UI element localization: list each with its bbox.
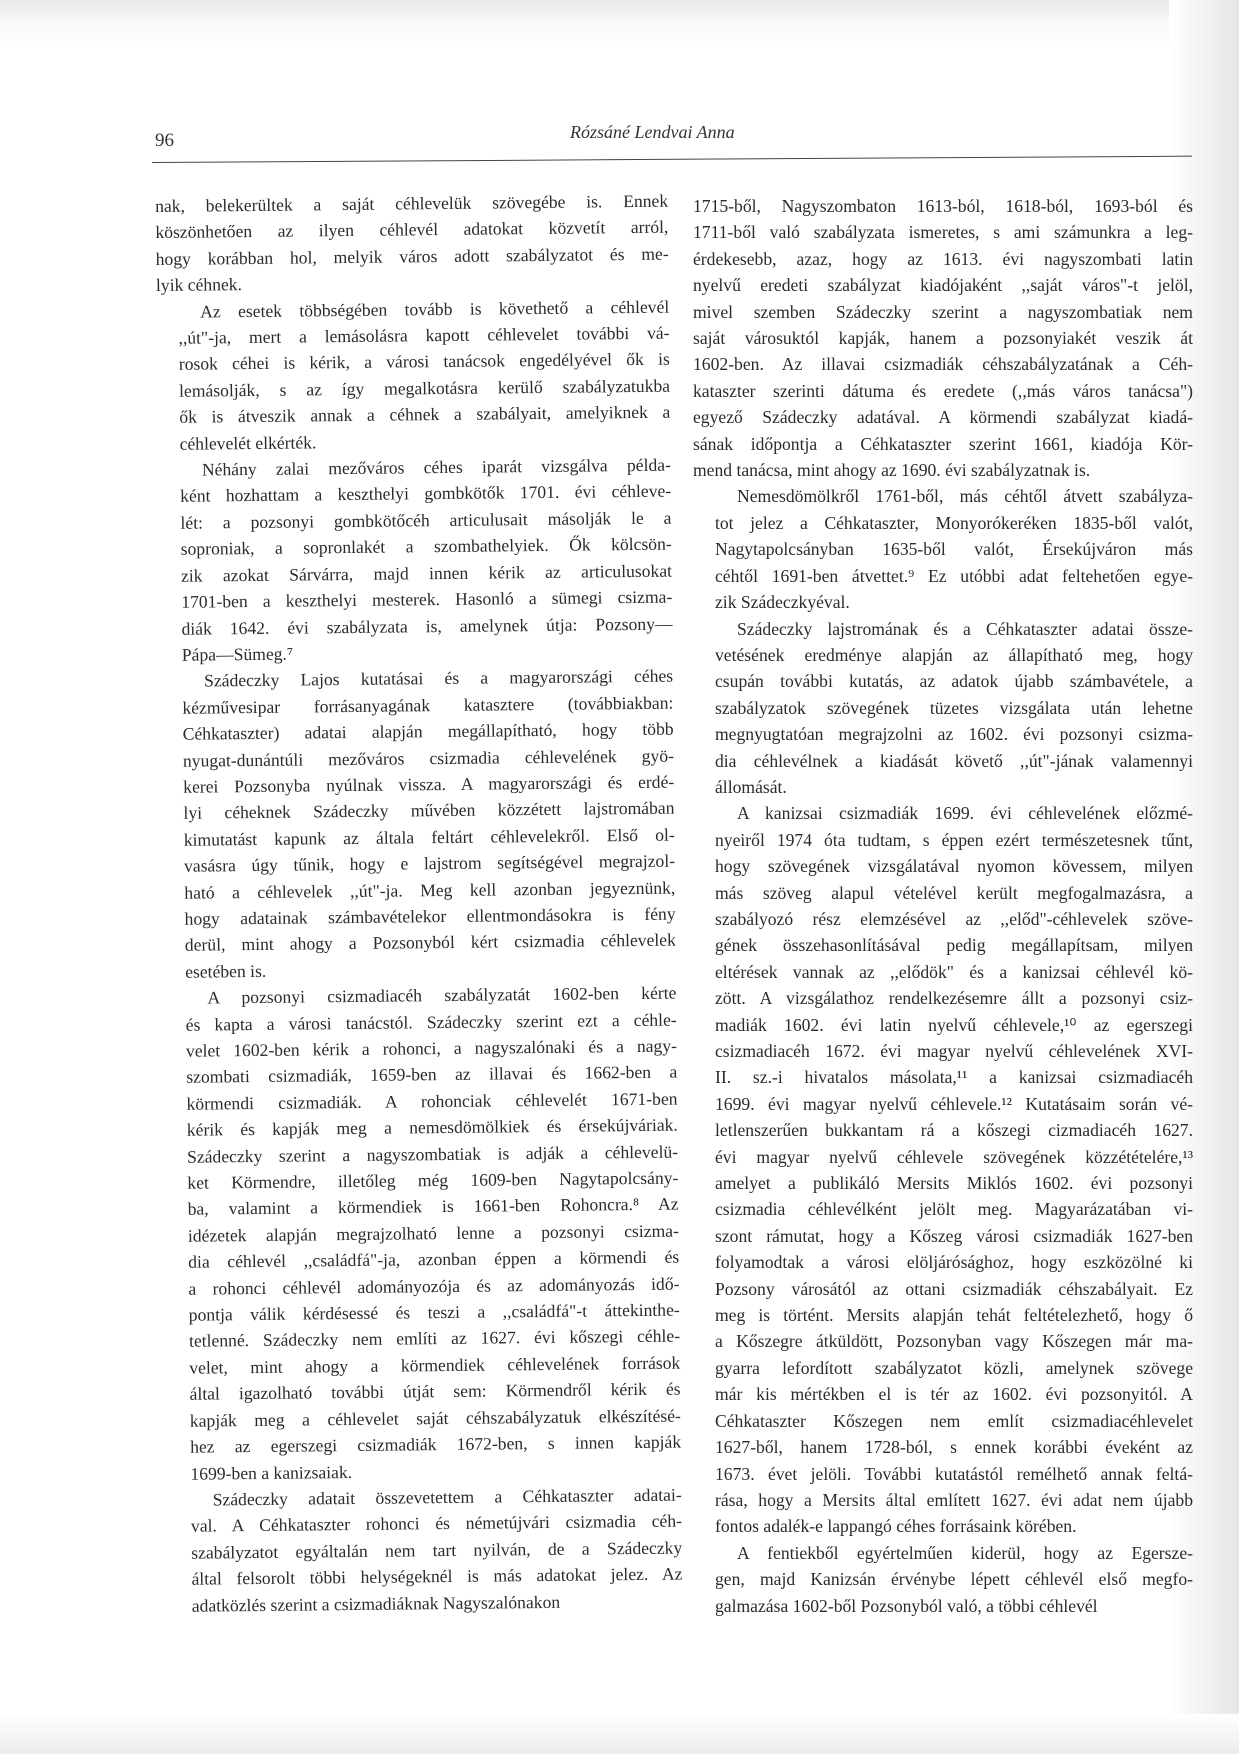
text-line: Szádeczky szerint a nagyszombatiak is adják a céhlevelü-	[186, 1141, 679, 1167]
scan-edge-top	[0, 0, 1239, 48]
text-line: Nemesdömölkről 1761-ből, más céhtől átvett szabályza-	[737, 486, 1193, 507]
text-line: céhtől 1691-ben átvettet.⁹ Ez utóbbi adat feltehetően egye-	[715, 565, 1193, 586]
text-line: állomását.	[715, 776, 787, 797]
text-line: a rohonci céhlevél adományozója és az adományozás idő-	[188, 1273, 680, 1299]
running-head-author: Rózsáné Lendvai Anna	[570, 122, 735, 142]
text-line: egyező Szádeczky adatával. A körmendi szabályzat kiadá-	[693, 407, 1193, 428]
left-column	[155, 188, 683, 1619]
paragraph	[693, 616, 1193, 801]
text-line: ba, valamint a körmendiek is 1661-ben Rohoncra.⁸ Az	[187, 1194, 679, 1220]
text-line: nyugat-dunántúli mezőváros csizmadia céhlevelének gyö-	[182, 745, 675, 771]
paragraph	[169, 1481, 683, 1618]
text-line: tetlenné. Szádeczky nem említi az 1627. évi kőszegi céhle-	[188, 1326, 681, 1352]
text-line: érdekesebb, azaz, hogy az 1613. évi nagyszombati latin	[693, 248, 1193, 269]
page-header	[155, 118, 1195, 158]
text-line: letlenszerűen bukkantam rá a kőszegi cizmadiacéh 1627.	[715, 1120, 1193, 1141]
text-line: esetében is.	[185, 960, 267, 982]
text-line: hogy korábban hol, melyik város adott szabályzatot és me-	[155, 243, 669, 269]
text-line: adatközlés szerint a csizmadiáknak Nagyszalónakon	[191, 1591, 561, 1616]
text-line: kérik és kapják meg a nemesdömölkiek és érsekújváriak.	[186, 1114, 678, 1140]
text-line: zik azokat Sárvárra, majd innen kérik az articulusokat	[180, 560, 673, 586]
text-line: soproniak, a sopronlakét a szombathelyiek. Ők kölcsön-	[180, 533, 672, 560]
text-line: kapják meg a céhlevelet saját céhszabályzatuk elkészítésé-	[189, 1405, 681, 1431]
text-line: A fentiekből egyértelműen kiderül, hogy az Egersze-	[737, 1542, 1193, 1563]
text-line: zik Szádeczkyéval.	[715, 592, 850, 613]
text-line: szombati csizmadiák, 1659-ben az illavai és 1662-ben a	[186, 1061, 678, 1088]
text-line: hogy szövegének vizsgálatával nyomon kövessem, milyen	[715, 856, 1193, 877]
text-line: 1602-ben. Az illavai csizmadiák céhszabályzatának a Céh-	[693, 354, 1193, 375]
text-line: 1699. évi magyar nyelvű céhlevele.¹² Kutatásaim során vé-	[715, 1093, 1193, 1114]
text-line: kézművesipar forrásanyagának katasztere (továbbiakban:	[182, 692, 674, 718]
text-line: megnyugtatóan megrajzolni az 1602. évi pozsonyi csizma-	[715, 724, 1193, 745]
text-line: derül, mint ahogy a Pozsonyból kért csizmadia céhlevelek	[184, 929, 676, 956]
text-line: zött. A vizsgálathoz rendelkezésemre állt a pozsonyi csiz-	[715, 988, 1193, 1009]
text-line: 1673. évet jelöli. További kutatástól remélhető annak feltá-	[715, 1463, 1193, 1484]
scan-edge-bottom	[0, 1714, 1239, 1754]
text-line: sának időpontja a Céhkataszter szerint 1661, kiadója Kör-	[693, 433, 1193, 454]
text-line: már kis mértékben el is tér az 1602. évi pozsonyitól. A	[715, 1384, 1193, 1405]
text-line: 1699-ben a kanizsaiak.	[190, 1461, 353, 1484]
text-line: csizmadia céhlevélként jelölt meg. Magyarázatában vi-	[715, 1199, 1193, 1220]
text-line: vetésének eredménye alapján az állapítható meg, hogy	[715, 644, 1193, 665]
text-line: ként hozhattam a keszthelyi gombkötők 1701. évi céhleve-	[180, 481, 672, 507]
paragraph	[693, 800, 1193, 1539]
text-line: rosok céhei is kérik, a városi tanácsok engedélyével ők is	[178, 349, 670, 375]
text-line: meg is történt. Mersits alapján tehát feltételezhető, hogy ő	[715, 1305, 1193, 1326]
text-line: mivel szemben Szádeczky szerint a nagyszombatiak nem	[693, 301, 1193, 322]
text-line: évi magyar nyelvű céhlevele szövegének közzétételére,¹³	[715, 1146, 1193, 1167]
text-line: Nagytapolcsányban 1635-ből valót, Érsekújváron más	[715, 539, 1193, 560]
paragraph	[160, 663, 676, 985]
paragraph	[693, 193, 1193, 483]
text-line: diák 1642. évi szabályzata is, amelynek útja: Pozsony—	[181, 613, 673, 639]
text-line: val. A Céhkataszter rohonci és németújvári csizmadia céh-	[190, 1510, 683, 1537]
text-line: körmendi csizmadiák. A rohonciak céhlevelét 1671-ben	[186, 1088, 678, 1114]
paragraph	[693, 1540, 1193, 1619]
text-line: tot jelez a Céhkataszter, Monyorókeréken 1835-ből valót,	[715, 512, 1193, 533]
paragraph	[156, 293, 671, 457]
text-line: Szádeczky adatait összevetettem a Céhkataszter adatai-	[212, 1484, 682, 1510]
text-line: nyeiről 1974 óta tudtam, s éppen ezért természetesnek tűnt,	[715, 829, 1193, 850]
text-line: hez az egerszegi csizmadiák 1672-ben, s innen kapják	[190, 1431, 682, 1457]
text-line: csizmadiacéh 1672. évi magyar nyelvű céhlevelének XVI-	[715, 1041, 1193, 1061]
text-line: ők is átveszik annak a céhnek a szabályait, amelyiknek a	[179, 401, 671, 428]
text-line: lemásolják, s az így megalkotásra kerülő szabályzatukba	[178, 375, 671, 401]
text-line: Pozsony városától az ottani csizmadiák céhszabályait. Ez	[715, 1278, 1193, 1299]
text-line: gen, majd Kanizsán érvénybe lépett céhlevél első megfo-	[715, 1569, 1193, 1590]
text-line: szont rámutat, hogy a Kőszeg városi csizmadiák 1627-ben	[715, 1225, 1193, 1246]
page-number: 96	[155, 130, 174, 151]
text-line: csupán további kutatás, az adatok újabb számbavétele, a	[715, 671, 1193, 692]
text-line: amelyet a publikáló Mersits Miklós 1602. évi pozsonyi	[715, 1173, 1193, 1194]
text-line: és kapta a városi tanácstól. Szádeczky szerint ezt a céhle-	[185, 1009, 677, 1035]
text-line: Céhkataszter Kőszegen nem említ csizmadiacéhlevelet	[715, 1410, 1193, 1431]
text-line: Szádeczky lajstromának és a Céhkataszter adatai össze-	[737, 618, 1193, 639]
text-line: más szöveg alapul vételével került megfogalmazásra, a	[715, 882, 1193, 903]
text-line: szabályozó rész elemzésével az ,,előd"-céhlevelek szöve-	[715, 908, 1193, 929]
text-line: velet 1602-ben kérik a rohonci, a nagyszalónaki és a nagy-	[185, 1035, 678, 1061]
text-line: ket Körmendre, illetőleg még 1609-ben Nagytapolcsány-	[187, 1167, 679, 1193]
text-line: gének összehasonlításával pedig megállapítsam, milyen	[715, 935, 1193, 956]
text-line: gyarra lefordított szabályzatot közli, amelynek szövege	[715, 1357, 1193, 1378]
text-line: Pápa—Sümeg.⁷	[181, 643, 294, 665]
text-line: Néhány zalai mezőváros céhes iparát vizsgálva példa-	[201, 454, 671, 480]
text-line: kataszter szerinti dátuma és eredete (,,más város tanácsa")	[693, 380, 1193, 401]
text-line: nak, belekerültek a saját céhlevelük szövegébe is. Ennek	[155, 190, 669, 216]
text-line: dia céhlevél ,,családfá"-ja, azonban éppen a körmendi és	[188, 1246, 680, 1272]
text-line: céhlevelét elkérték.	[179, 431, 317, 454]
text-line: dia céhlevélnek a kiadását követő ,,út"-jának valamennyi	[715, 750, 1193, 771]
text-line: lyi céheknek Szádeczky művében közzétett lajstromában	[183, 797, 675, 824]
text-line: ható a céhlevelek ,,út"-ja. Meg kell azonban jegyeznünk,	[184, 877, 676, 903]
text-line: Céhkataszter) adatai alapján megállapítható, hogy több	[182, 718, 674, 744]
text-line: II. sz.-i hivatalos másolata,¹¹ a kanizsai csizmadiacéh	[715, 1067, 1193, 1088]
text-line: saját városuktól kapják, hanem a pozsonyiakét veszik át	[693, 328, 1193, 349]
paragraph	[155, 188, 669, 299]
text-line: Szádeczky Lajos kutatásai és a magyarországi céhes	[204, 665, 674, 691]
text-line: velet, mint ahogy a körmendiek céhlevelének források	[189, 1352, 681, 1378]
paragraph	[163, 980, 681, 1487]
text-line: vasásra úgy tűnik, hogy e lajstrom segítségével megrajzol-	[183, 850, 676, 876]
text-line: fontos adalék-e lappangó céhes forrásaink körében.	[715, 1516, 1077, 1537]
text-line: a Kőszegre átküldött, Pozsonyban vagy Kőszegen már ma-	[715, 1331, 1193, 1352]
text-line: hogy adatainak számbavételekor ellentmondásokra is fény	[184, 903, 676, 929]
paragraph	[693, 483, 1193, 615]
text-line: 1701-ben a keszthelyi mesterek. Hasonló a sümegi csizma-	[181, 586, 673, 612]
text-line: eltérések vannak az ,,elődök" és a kanizsai céhlevél kö-	[715, 961, 1193, 982]
text-line: szabályzatot egyáltalán nem tart nyilván, de a Szádeczky	[191, 1537, 683, 1563]
text-line: folyamodtak a városi elöljárósághoz, hogy eszközölné ki	[715, 1252, 1193, 1273]
text-line: pontja válik kérdésessé és teszi a ,,családfá"-t áttekinthe-	[188, 1299, 680, 1325]
text-line: szabályzatok szövegének tüzetes vizsgálata után lehetne	[715, 697, 1193, 718]
text-line: madiák 1602. évi latin nyelvű céhlevele,¹⁰ az egerszegi	[715, 1014, 1193, 1035]
text-line: nyelvű eredeti szabályzat kiadójaként ,,saját város"-t jelöl,	[693, 275, 1193, 296]
text-line: mend tanácsa, mint ahogy az 1690. évi szabályzatnak is.	[693, 460, 1091, 481]
text-line: lét: a pozsonyi gombkötőcéh articulusait másolják le a	[180, 507, 672, 533]
text-line: idézetek alapján megrajzolható lenne a pozsonyi csizma-	[187, 1220, 679, 1246]
text-line: kerei Pozsonyba nyúlnak vissza. A magyarországi és erdé-	[183, 771, 675, 797]
text-line: ,,út"-ja, mert a lemásolásra kapott céhlevelet további vá-	[178, 322, 670, 348]
text-line: 1711-ből való szabályzata ismeretes, s ami számunkra a leg-	[693, 222, 1193, 243]
text-line: 1715-ből, Nagyszombaton 1613-ból, 1618-ból, 1693-ból és	[693, 196, 1193, 216]
text-line: kimutatást kapunk az általa feltárt céhlevelekről. Első ol-	[183, 824, 675, 850]
text-line: rása, hogy a Mersits által említett 1627. évi adat nem újabb	[715, 1489, 1193, 1510]
paragraph	[158, 452, 673, 669]
text-line: 1627-ből, hanem 1728-ból, s ennek korábbi éveként az	[715, 1437, 1193, 1458]
text-line: köszönhetően az ilyen céhlevél adatokat közvetít arról,	[155, 217, 669, 243]
text-line: A pozsonyi csizmadiacéh szabályzatát 1602-ben kérte	[207, 982, 677, 1008]
text-line: galmazása 1602-ből Pozsonyból való, a többi céhlevél	[715, 1595, 1098, 1616]
right-column	[693, 193, 1193, 1619]
text-line: Az esetek többségében tovább is követhető a céhlevél	[200, 296, 670, 322]
text-line: által felsorolt többi helységeknél is más adatokat jelez. Az	[191, 1563, 683, 1589]
text-line: által igazolható további útját sem: Körmendről kérik és	[189, 1378, 681, 1404]
text-line: lyik céhnek.	[155, 274, 243, 296]
text-line: A kanizsai csizmadiák 1699. évi céhlevelének előzmé-	[737, 803, 1193, 824]
